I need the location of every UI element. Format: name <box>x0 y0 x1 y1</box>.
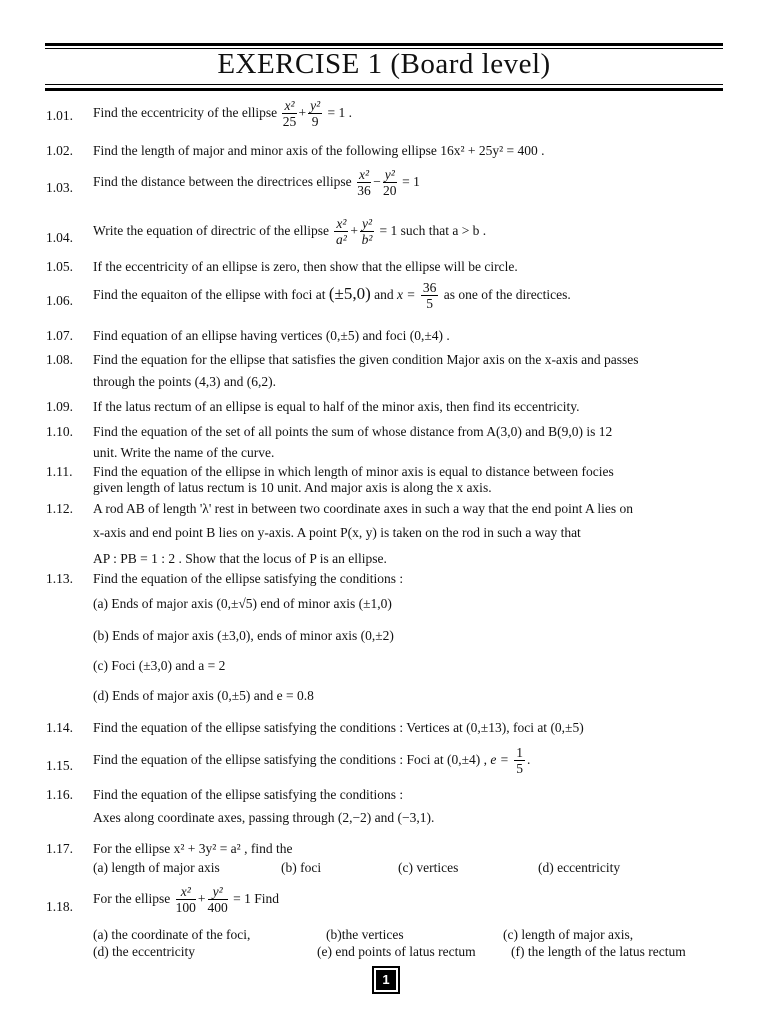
question-1-14: 1.14. Find the equation of the ellipse satisfying the conditions : Vertices at (0,±13), foci at (0,±5) <box>46 720 584 735</box>
header-rule <box>45 43 723 46</box>
question-1-13-part-c: (c) Foci (±3,0) and a = 2 <box>93 658 226 673</box>
question-1-13-part-b: (b) Ends of major axis (±3,0), ends of minor axis (0,±2) <box>93 628 394 643</box>
question-1-18-option-f: (f) the length of the latus rectum <box>511 944 686 959</box>
page-number-box <box>372 966 400 994</box>
question-1-12-line2: x-axis and end point B lies on y-axis. A point P(x, y) is taken on the rod in such a way that <box>93 525 581 540</box>
question-1-13: 1.13. Find the equation of the ellipse satisfying the conditions : <box>46 571 404 586</box>
header-rule <box>45 88 723 91</box>
question-1-08-line2: through the points (4,3) and (6,2). <box>93 374 276 389</box>
question-1-15: 1.15. Find the equation of the ellipse satisfying the conditions : Foci at (0,±4) , e = $\frac{1}{5}$ . <box>46 745 531 776</box>
question-1-01: 1.01. Find the eccentricity of the ellipse $\frac{\text{x²}}{25}$ + $\frac{\text{y²}}{9}$ = 1 . <box>46 98 353 129</box>
question-1-12: 1.12. A rod AB of length 'λ' rest in between two coordinate axes in such a way that the end point A lies on <box>46 501 634 516</box>
question-1-11: 1.11. Find the equation of the ellipse in which length of minor axis is equal to distance between focies <box>46 464 614 479</box>
question-1-18-option-b: (b)the vertices <box>326 927 404 942</box>
question-1-18-option-e: (e) end points of latus rectum <box>317 944 476 959</box>
question-1-13-part-a: (a) Ends of major axis (0,±√5) end of minor axis (±1,0) <box>93 596 392 611</box>
question-1-12-line3: AP : PB = 1 : 2 . Show that the locus of P is an ellipse. <box>93 551 387 566</box>
question-1-02: 1.02. Find the length of major and minor axis of the following ellipse 16x² + 25y² = 400 . <box>46 143 545 158</box>
question-1-17-option-b: (b) foci <box>281 860 322 875</box>
question-1-17: 1.17. For the ellipse x² + 3y² = a² , find the <box>46 841 293 856</box>
question-1-17-option-c: (c) vertices <box>398 860 459 875</box>
page-title: EXERCISE 1 (Board level) <box>217 48 551 80</box>
question-1-13-part-d: (d) Ends of major axis (0,±5) and e = 0.8 <box>93 688 314 703</box>
question-1-18: 1.18. For the ellipse $\frac{\text{x²}}{100}$ + $\frac{\text{y²}}{400}$ = 1 Find <box>46 884 279 915</box>
question-1-16-line2: Axes along coordinate axes, passing through (2,−2) and (−3,1). <box>93 810 435 825</box>
question-1-17-option-a: (a) length of major axis <box>93 860 220 875</box>
question-1-07: 1.07. Find equation of an ellipse having vertices (0,±5) and foci (0,±4) . <box>46 328 450 343</box>
question-1-05: 1.05. If the eccentricity of an ellipse is zero, then show that the ellipse will be circle. <box>46 259 518 274</box>
question-1-09: 1.09. If the latus rectum of an ellipse is equal to half of the minor axis, then find its eccentricity. <box>46 399 580 414</box>
question-1-18-option-c: (c) length of major axis, <box>503 927 634 942</box>
question-1-11-line2: given length of latus rectum is 10 unit. And major axis is along the x axis. <box>93 480 492 495</box>
question-1-04: 1.04. Write the equation of directric of the ellipse $\frac{\text{x²}}{\text{a²}}$ + $\frac{\text{y²}}{\text{b²}}$ = 1 such that a > b . <box>46 216 487 247</box>
question-1-18-option-a: (a) the coordinate of the foci, <box>93 927 251 942</box>
question-1-03: 1.03. Find the distance between the directrices ellipse $\frac{\text{x²}}{36}$ − $\frac{\text{y²}}{20}$ = 1 <box>46 167 420 198</box>
question-1-18-option-d: (d) the eccentricity <box>93 944 195 959</box>
question-1-06: 1.06. Find the equaiton of the ellipse with foci at (±5,0) and x = $\frac{36}{5}$ as one of the directices. <box>46 280 571 311</box>
question-1-17-option-d: (d) eccentricity <box>538 860 621 875</box>
question-1-10: 1.10. Find the equation of the set of all points the sum of whose distance from A(3,0) and B(9,0) is 12 <box>46 424 613 439</box>
header-rule <box>45 84 723 85</box>
question-1-10-line2: unit. Write the name of the curve. <box>93 445 275 460</box>
page-number: 1 <box>376 970 396 990</box>
question-1-16: 1.16. Find the equation of the ellipse satisfying the conditions : <box>46 787 404 802</box>
question-1-08: 1.08. Find the equation for the ellipse that satisfies the given condition Major axis on the x-axis and passes <box>46 352 639 367</box>
